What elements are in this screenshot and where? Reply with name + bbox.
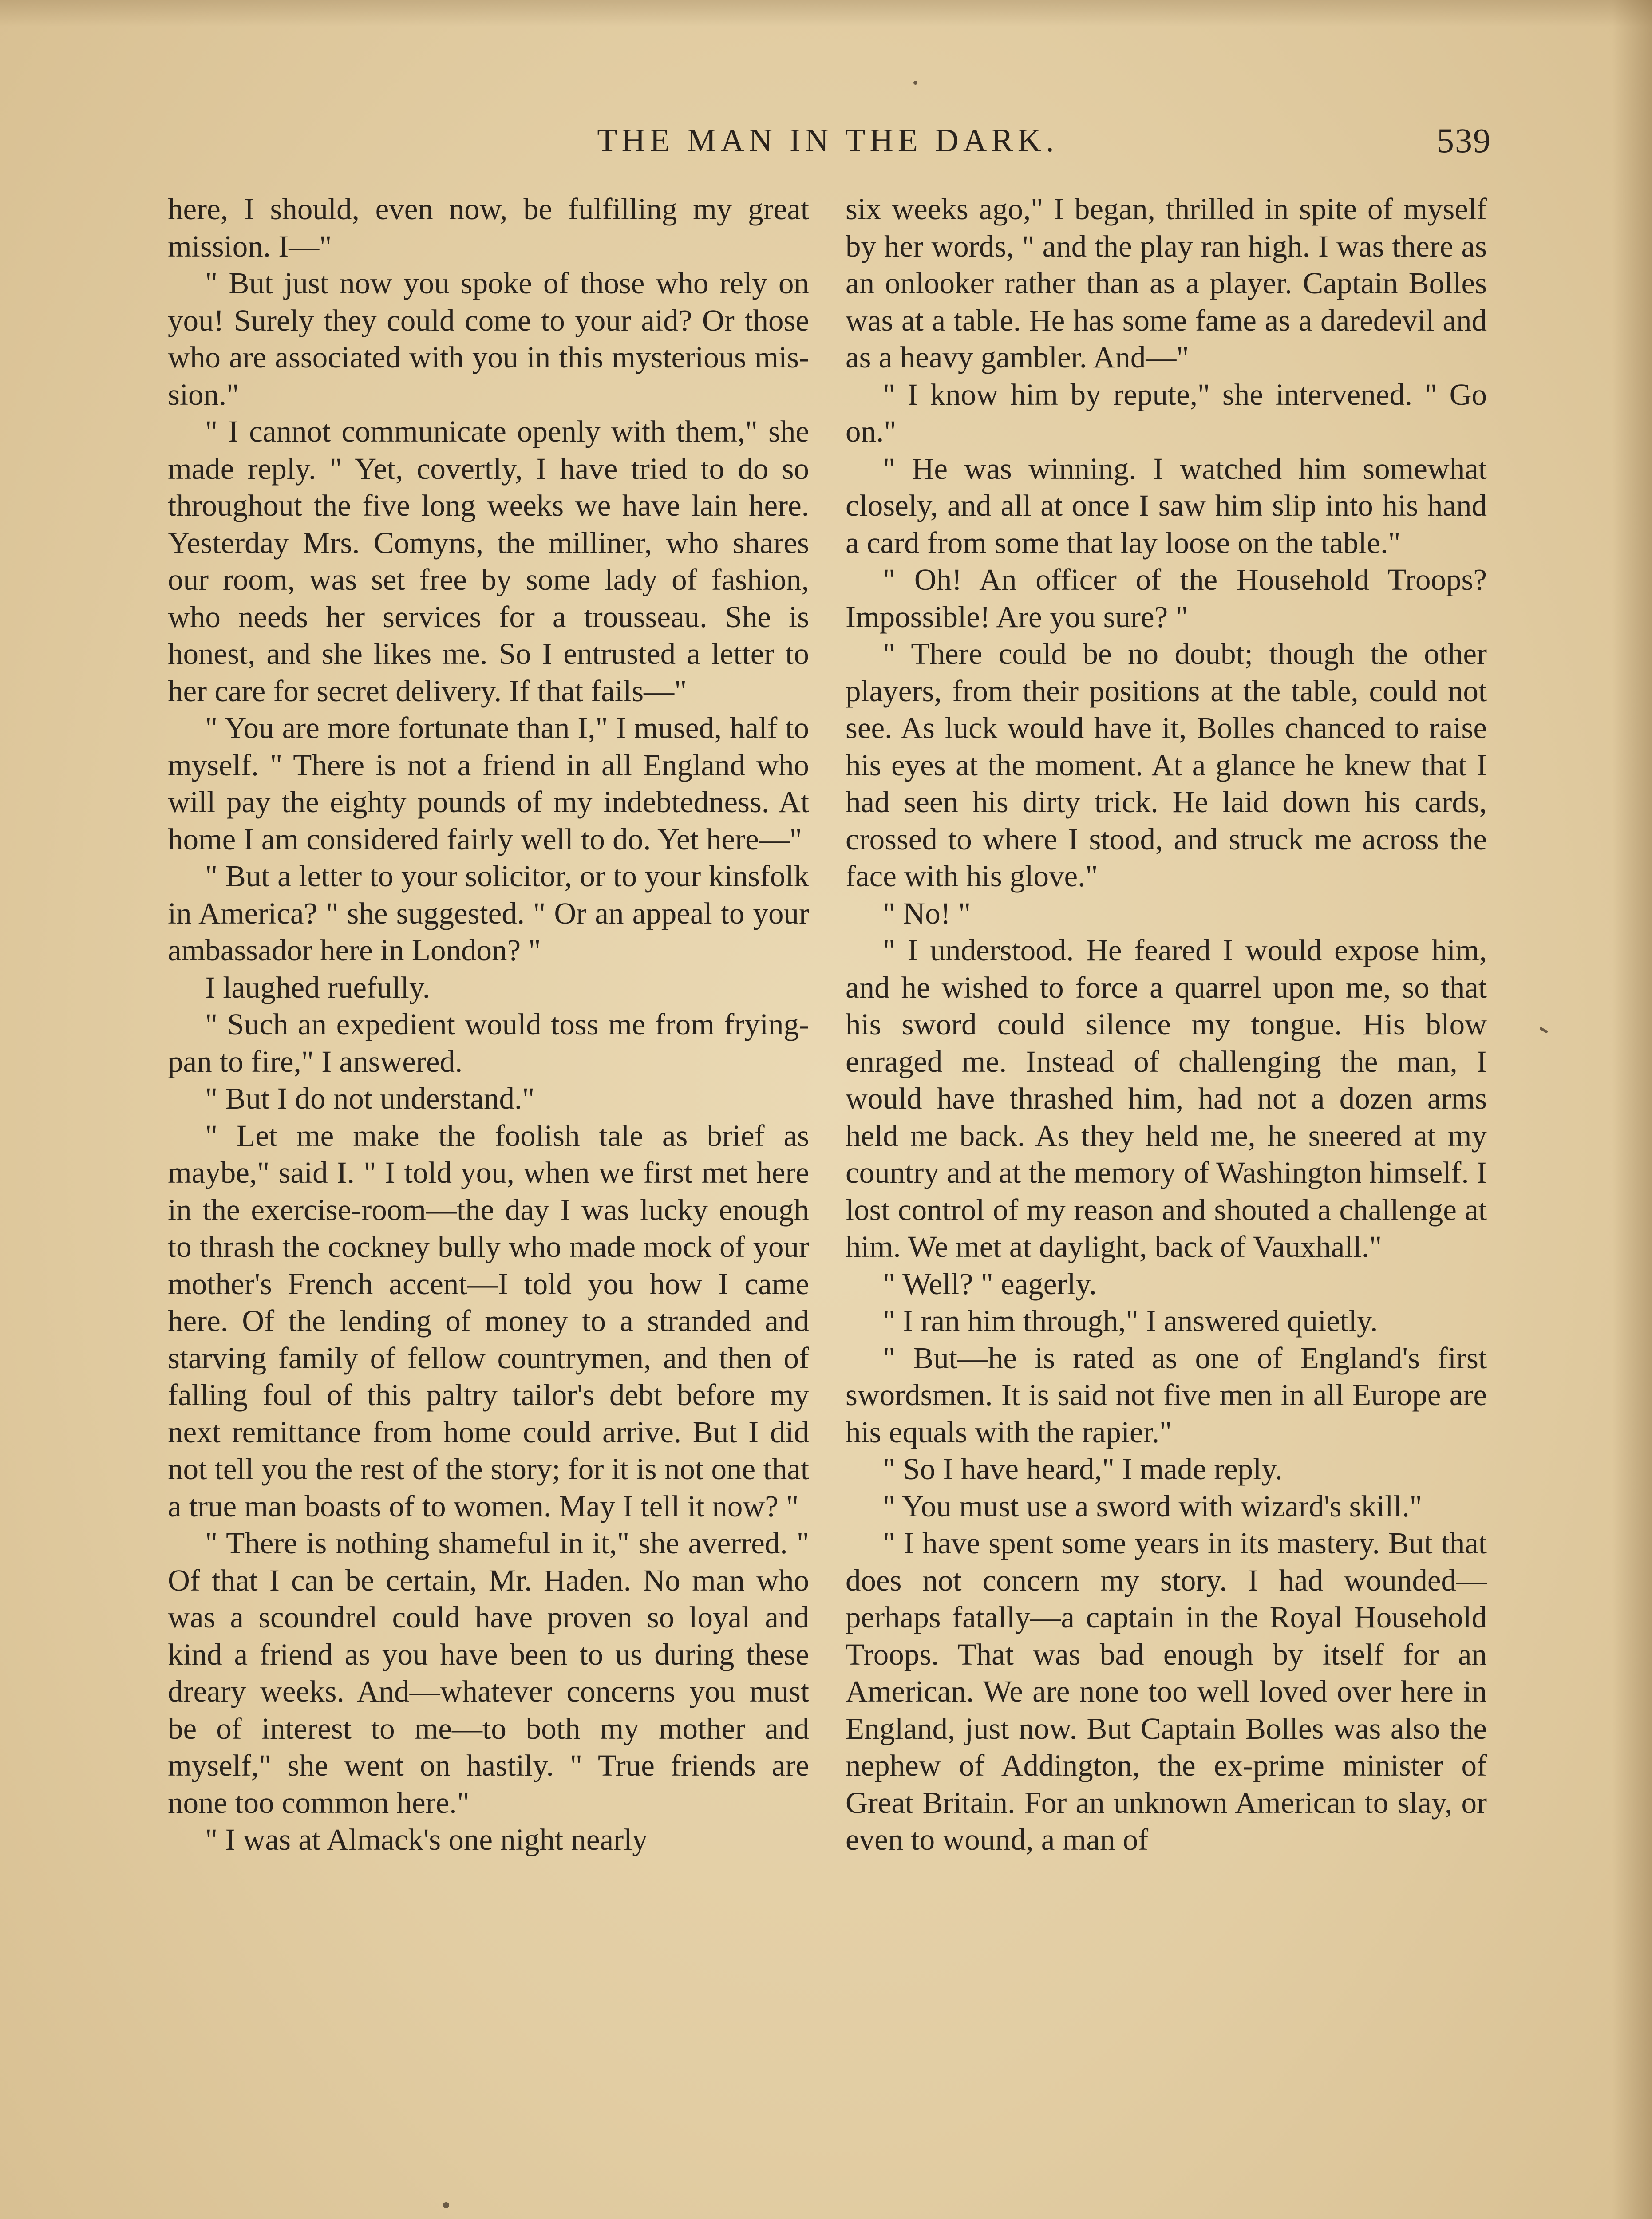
paragraph: " There could be no doubt; though the other players, from their positions at the table, could not see. As luck would have it, Bolles chanced to raise his eyes at the moment. At a glance he knew that I had seen his dirty trick. He laid down his cards, crossed to where I stood, and struck me across the face with his glove." [846,637,1487,893]
paragraph: " Well? " eagerly. [883,1267,1097,1301]
paragraph: " But just now you spoke of those who rely on you! Surely they could come to your aid? Or those who are associated with you in this mysterious mission." [168,266,809,411]
paragraph: " But a letter to your solicitor, or to your kinsfolk in America? " she suggested. " Or an appeal to your ambassador here in London? " [168,859,809,967]
paper-speck [913,81,917,85]
paragraph: " I ran him through," I answered quietly. [883,1304,1378,1338]
paper-speck [443,2202,449,2208]
paragraph: " Let me make the foolish tale as brief as maybe," said I. " I told you, when we first met here in the exercise-room—the day I was lucky enough to thrash the cockney bully who made mock of your mother's French accent—I told you how I came here. Of the lending of money to a stranded and starving family of fellow countrymen, and then of falling foul of this paltry tailor's debt before my next remittance from home could arrive. But I did not tell you the rest of the story; for it is not one that a true man boasts of to women. May I tell it now? " [168,1118,809,1523]
paragraph: " Oh! An officer of the Household Troops? Impossible! Are you sure? " [846,563,1487,634]
page-shadow-right [1612,0,1652,2219]
paragraph: six weeks ago," I began, thrilled in spite of myself by her words, " and the play ran high. I was there as an onlooker rather than as a player. Captain Bolles was at a table. He has some fame as a daredevil and as a heavy gambler. And—" [846,192,1487,374]
paragraph: " No! " [883,896,971,930]
paragraph: " But I do not understand." [205,1082,535,1115]
running-head: THE MAN IN THE DARK. [597,122,1059,159]
page-header [164,116,1491,165]
paragraph: here, I should, even now, be fulfilling my great mission. I—" [168,192,809,263]
paragraph: " You must use a sword with wizard's skill." [883,1489,1422,1523]
paragraph: " I know him by repute," she intervened. " Go on." [846,377,1487,448]
paragraph: " But—he is rated as one of England's first swordsmen. It is said not five men in all Europe are his equals with the rapier." [846,1341,1487,1449]
paragraph: " I understood. He feared I would expose him, and he wished to force a quarrel upon me, so that his sword could silence my tongue. His blow enraged me. Instead of challenging the man, I would have thrashed him, had not a dozen arms held me back. As they held me, he sneered at my country and at the memory of Washington himself. I lost control of my reason and shouted a challenge at him. We met at daylight, back of Vauxhall." [846,933,1487,1263]
page-number: 539 [1437,121,1491,160]
right-text-column [846,191,1487,2219]
paragraph: " So I have heard," I made reply. [883,1452,1283,1486]
page-shadow-top [0,0,1652,27]
paragraph: " Such an expedient would toss me from frying-pan to fire," I answered. [168,1007,809,1078]
paragraph: " There is nothing shameful in it," she averred. " Of that I can be certain, Mr. Haden. No man who was a scoundrel could have proven so loyal and kind a friend as you have been to us during these dreary weeks. And—whatever concerns you must be of interest to me—to both my mother and myself," she went on hastily. " True friends are none too common here." [168,1526,809,1820]
paragraph: I laughed ruefully. [205,970,431,1004]
paragraph: " He was winning. I watched him somewhat closely, and all at once I saw him slip into his hand a card from some that lay loose on the table." [846,451,1487,560]
paragraph: " I cannot communicate openly with them," she made reply. " Yet, covertly, I have tried to do so throughout the five long weeks we have lain here. Yesterday Mrs. Comyns, the milliner, who shares our room, was set free by some lady of fashion, who needs her services for a trousseau. She is honest, and she likes me. So I entrusted a letter to her care for secret delivery. If that fails—" [168,415,809,708]
paragraph: " You are more fortunate than I," I mused, half to myself. " There is not a friend in all England who will pay the eighty pounds of my indebtedness. At home I am considered fairly well to do. Yet here—" [168,711,809,856]
paragraph: " I have spent some years in its mastery. But that does not concern my story. I had wounded—perhaps fatally—a captain in the Royal Household Troops. That was bad enough by itself for an American. We are none too well loved over here in England, just now. But Captain Bolles was also the nephew of Addington, the ex-prime minister of Great Britain. For an unknown American to slay, or even to wound, a man of [846,1526,1487,1856]
paper-speck [1539,1027,1548,1033]
left-text-column [168,191,809,2219]
paragraph: " I was at Almack's one night nearly [205,1823,648,1856]
